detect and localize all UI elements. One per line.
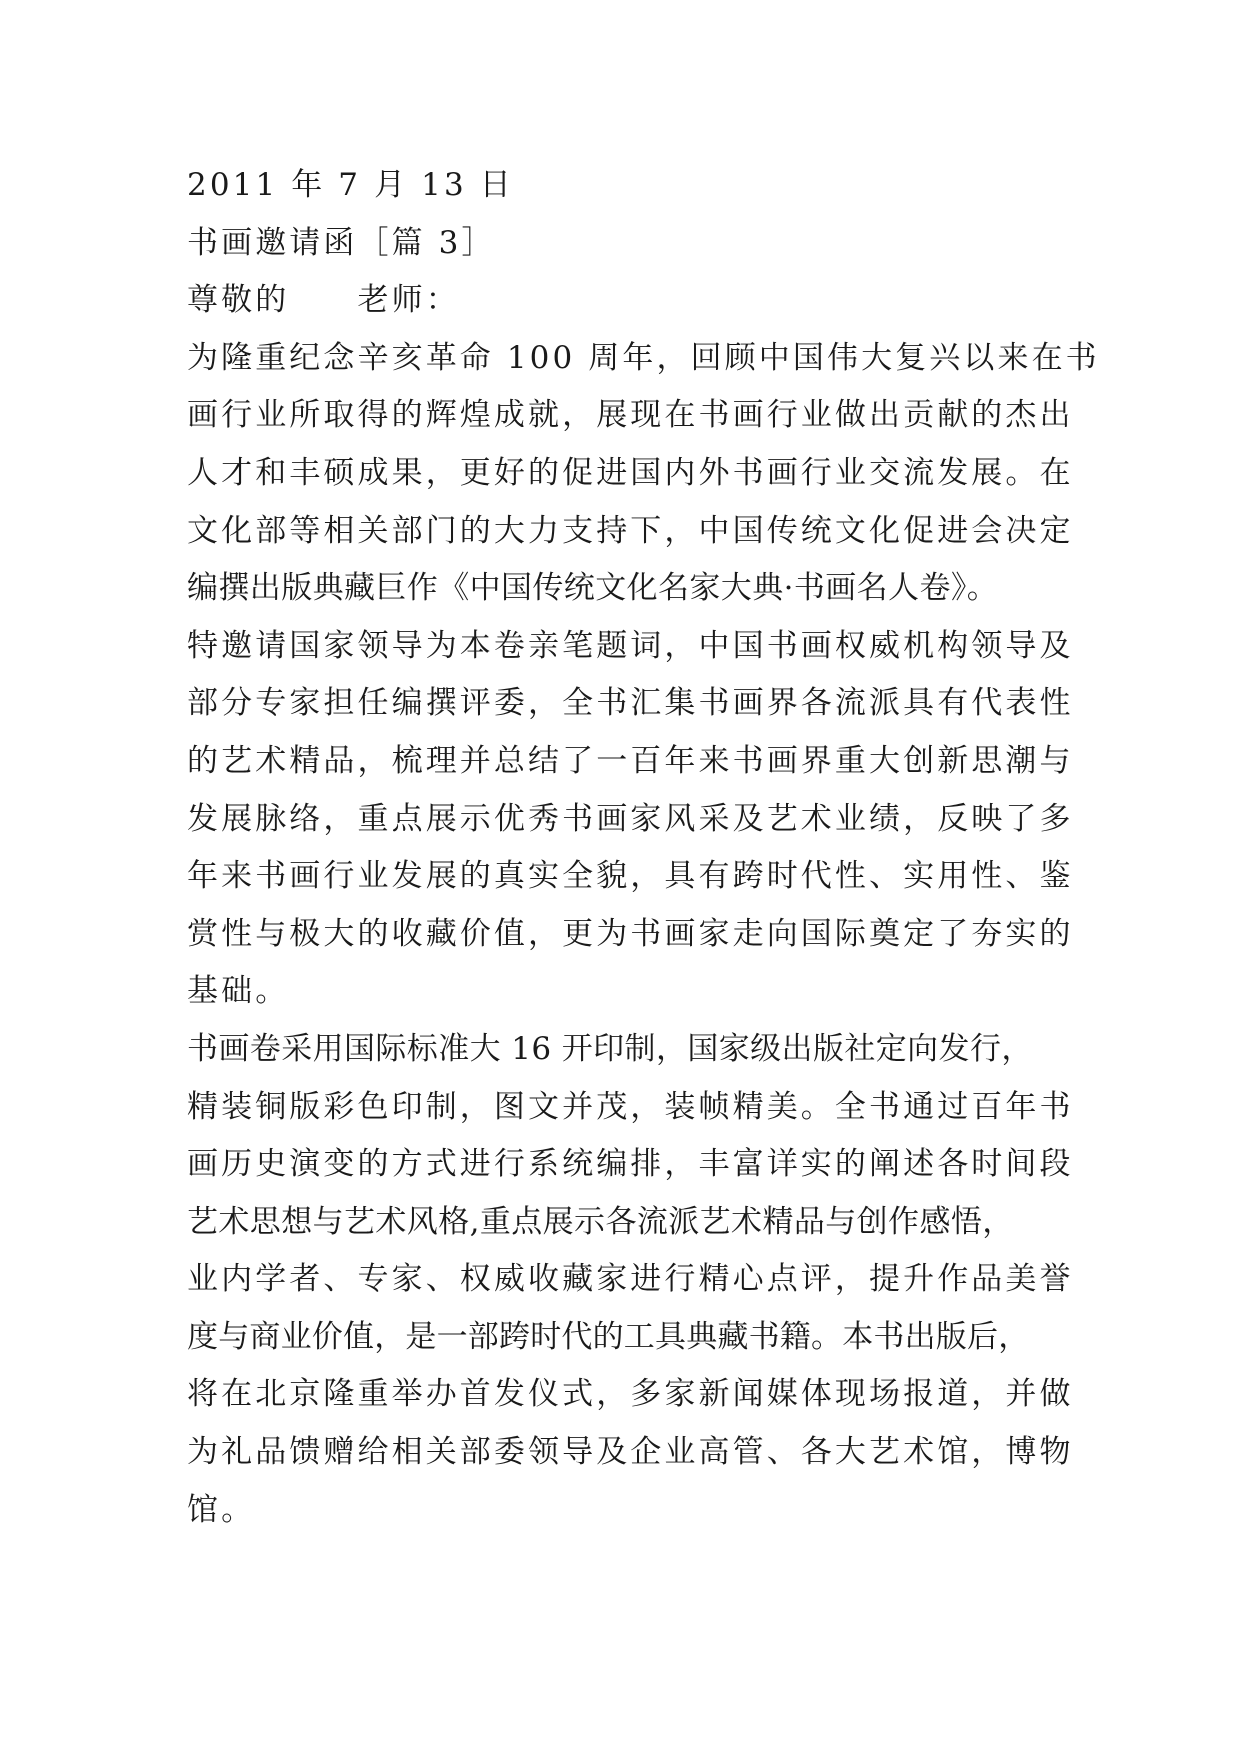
document-body bbox=[187, 157, 1100, 1539]
paragraph-line: 书画卷采用国际标准大 16 开印制，国家级出版社定向发行， bbox=[187, 1030, 1033, 1067]
paragraph-line: 业内学者、专家、权威收藏家进行精心点评，提升作品美誉 bbox=[187, 1261, 1074, 1298]
paragraph-line: 为隆重纪念辛亥革命 100 周年，回顾中国伟大复兴以来在书 bbox=[187, 339, 1100, 376]
paragraph-1 bbox=[187, 330, 1100, 1021]
paragraph-line: 馆。 bbox=[187, 1491, 256, 1528]
paragraph-line: 艺术思想与艺术风格,重点展示各流派艺术精品与创作感悟， bbox=[187, 1203, 1014, 1240]
paragraph-line: 度与商业价值，是一部跨时代的工具典藏书籍。本书出版后， bbox=[187, 1318, 1030, 1355]
paragraph-line: 画行业所取得的辉煌成就，展现在书画行业做出贡献的杰出 bbox=[187, 397, 1074, 434]
paragraph-line: 精装铜版彩色印制，图文并茂，装帧精美。全书通过百年书 bbox=[187, 1088, 1074, 1125]
document-title: 书画邀请函［篇 3］ bbox=[187, 224, 496, 261]
paragraph-line: 的艺术精品，梳理并总结了一百年来书画界重大创新思潮与 bbox=[187, 742, 1074, 779]
paragraph-line: 基础。 bbox=[187, 973, 290, 1010]
document-date: 2011 年 7 月 13 日 bbox=[187, 167, 514, 203]
paragraph-line: 为礼品馈赠给相关部委领导及企业高管、各大艺术馆，博物 bbox=[187, 1434, 1074, 1471]
paragraph-line: 文化部等相关部门的大力支持下，中国传统文化促进会决定 bbox=[187, 512, 1074, 549]
paragraph-line: 将在北京隆重举办首发仪式，多家新闻媒体现场报道，并做 bbox=[187, 1376, 1074, 1413]
paragraph-line: 编撰出版典藏巨作《中国传统文化名家大典·书画名人卷》。 bbox=[187, 570, 999, 607]
salutation: 尊敬的 老师： bbox=[187, 282, 460, 319]
paragraph-2 bbox=[187, 1021, 1087, 1539]
paragraph-line: 部分专家担任编撰评委，全书汇集书画界各流派具有代表性 bbox=[187, 685, 1074, 722]
paragraph-line: 特邀请国家领导为本卷亲笔题词，中国书画权威机构领导及 bbox=[187, 627, 1074, 664]
paragraph-line: 发展脉络，重点展示优秀书画家风采及艺术业绩，反映了多 bbox=[187, 800, 1074, 837]
paragraph-line: 画历史演变的方式进行系统编排，丰富详实的阐述各时间段 bbox=[187, 1146, 1074, 1183]
paragraph-line: 人才和丰硕成果，更好的促进国内外书画行业交流发展。在 bbox=[187, 454, 1074, 491]
paragraph-line: 年来书画行业发展的真实全貌，具有跨时代性、实用性、鉴 bbox=[187, 858, 1074, 895]
paragraph-line: 赏性与极大的收藏价值，更为书画家走向国际奠定了夯实的 bbox=[187, 915, 1074, 952]
